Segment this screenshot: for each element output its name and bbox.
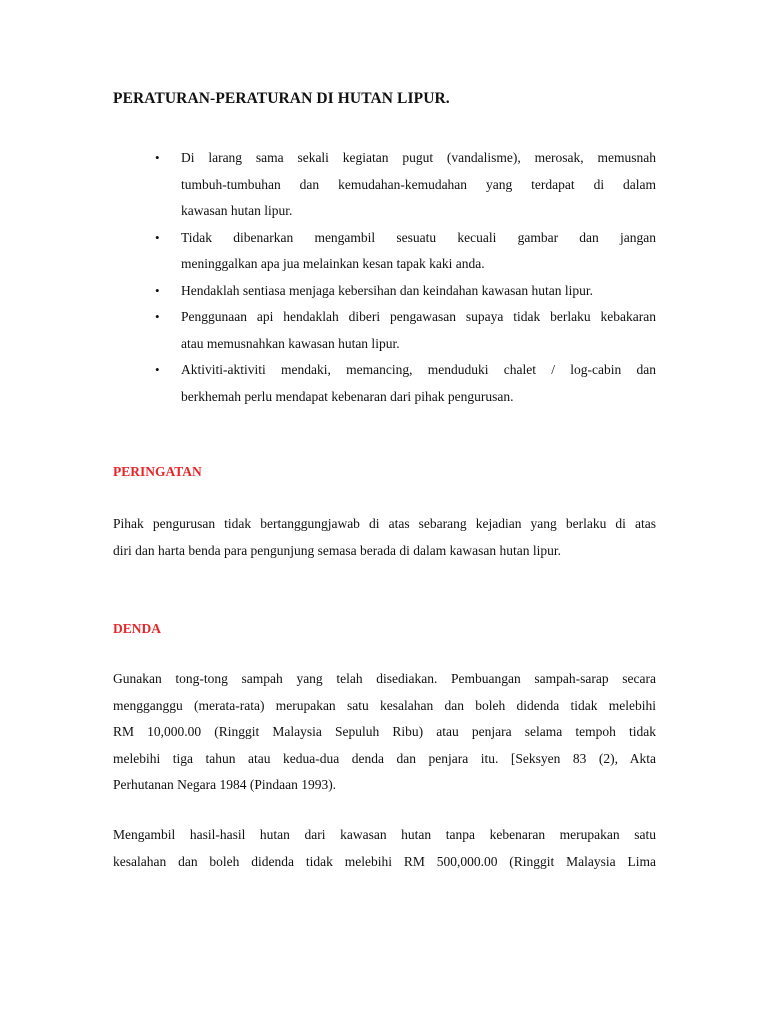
warning-heading: PERINGATAN — [113, 464, 202, 479]
bullet-icon: • — [155, 282, 160, 298]
fines-paragraph-2 — [113, 822, 656, 875]
paragraph-line: melebihi tiga tahun atau kedua-dua denda dan penjara itu. [Seksyen 83 (2), Akta — [113, 750, 656, 766]
rule-line: tumbuh-tumbuhan dan kemudahan-kemudahan yang terdapat di dalam — [181, 176, 656, 192]
rule-line: Aktiviti-aktiviti mendaki, memancing, menduduki chalet / log-cabin dan — [181, 362, 656, 377]
rule-line: Hendaklah sentiasa menjaga kebersihan dan keindahan kawasan hutan lipur. — [181, 282, 593, 298]
fines-heading: DENDA — [113, 621, 162, 636]
rule-item — [155, 357, 656, 410]
paragraph-line: Mengambil hasil-hasil hutan dari kawasan hutan tanpa kebenaran merupakan satu — [113, 827, 656, 842]
paragraph-line: diri dan harta benda para pengunjung semasa berada di dalam kawasan hutan lipur. — [113, 542, 561, 558]
rule-line: kawasan hutan lipur. — [181, 203, 293, 218]
paragraph-line: Gunakan tong-tong sampah yang telah disediakan. Pembuangan sampah-sarap secara — [113, 671, 656, 686]
rule-line: Tidak dibenarkan mengambil sesuatu kecuali gambar dan jangan — [181, 229, 656, 245]
rule-line: meninggalkan apa jua melainkan kesan tapak kaki anda. — [181, 256, 485, 271]
rule-item — [155, 304, 656, 357]
paragraph-line: Perhutanan Negara 1984 (Pindaan 1993). — [113, 777, 337, 792]
rule-item — [155, 225, 656, 278]
rule-item — [155, 145, 656, 225]
rule-line: Penggunaan api hendaklah diberi pengawasan supaya tidak berlaku kebakaran — [181, 309, 656, 324]
paragraph-line: Pihak pengurusan tidak bertanggungjawab di atas sebarang kejadian yang berlaku di atas — [113, 516, 656, 531]
rule-line: berkhemah perlu mendapat kebenaran dari pihak pengurusan. — [181, 388, 514, 404]
rule-line: atau memusnahkan kawasan hutan lipur. — [181, 335, 400, 351]
warning-paragraph — [113, 511, 656, 564]
paragraph-line: kesalahan dan boleh didenda tidak melebihi RM 500,000.00 (Ringgit Malaysia Lima — [113, 853, 656, 869]
bullet-icon: • — [155, 229, 160, 245]
rules-list — [155, 145, 656, 410]
bullet-icon: • — [155, 150, 160, 165]
page-title: PERATURAN-PERATURAN DI HUTAN LIPUR. — [113, 90, 450, 107]
rule-item — [155, 278, 656, 305]
paragraph-line: RM 10,000.00 (Ringgit Malaysia Sepuluh Ribu) atau penjara selama tempoh tidak — [113, 724, 656, 739]
bullet-icon: • — [155, 309, 160, 324]
paragraph-line: mengganggu (merata-rata) merupakan satu kesalahan dan boleh didenda tidak melebihi — [113, 697, 656, 713]
rule-line: Di larang sama sekali kegiatan pugut (vandalisme), merosak, memusnah — [181, 150, 656, 165]
fines-paragraph-1 — [113, 666, 656, 799]
bullet-icon: • — [155, 362, 160, 377]
